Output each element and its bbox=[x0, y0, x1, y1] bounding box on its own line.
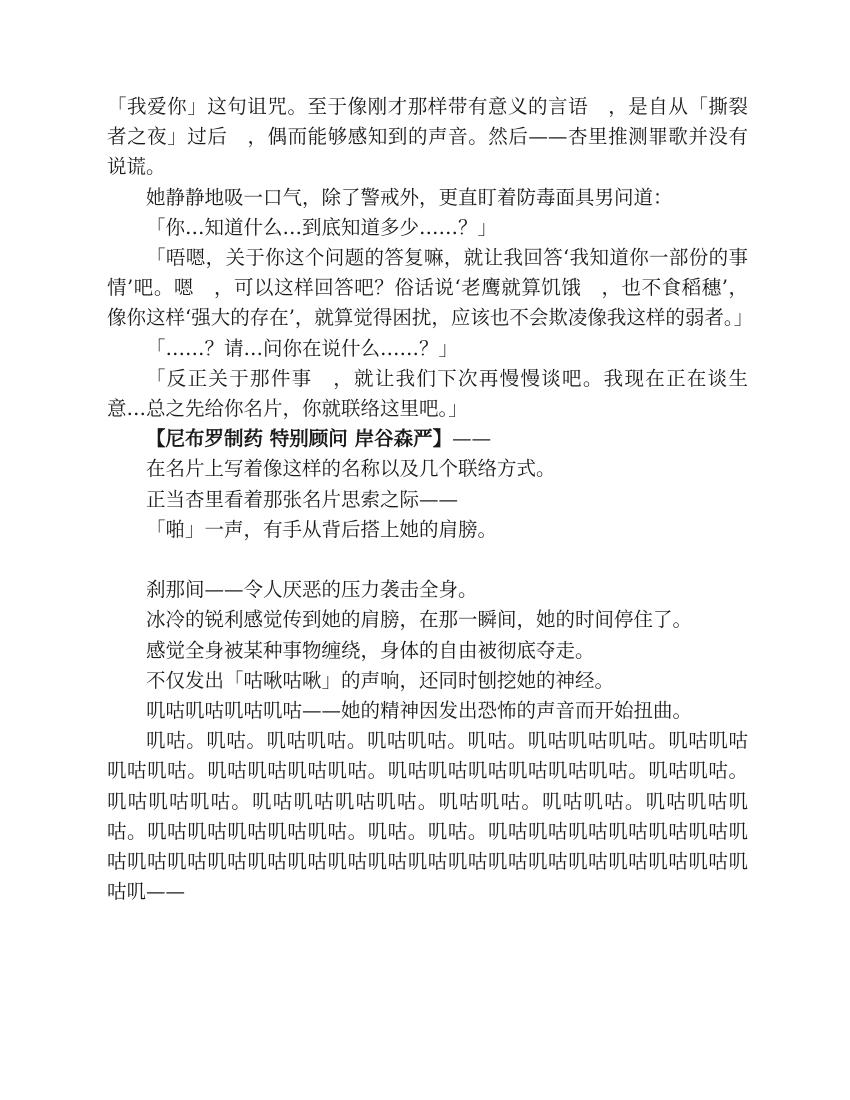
paragraph: 「我爱你」这句诅咒。至于像刚才那样带有意义的言语 ，是自从「撕裂者之夜」过后 ，偶而能够感知到的声音。然后——杏里推测罪歌并没有说谎。 bbox=[107, 95, 748, 179]
paragraph-business-card bbox=[107, 424, 748, 454]
paragraph-dialogue: 「反正关于那件事 ，就让我们下次再慢慢谈吧。我现在正在谈生意…总之先给你名片，你就联络这里吧。」 bbox=[107, 366, 748, 421]
paragraph: 感觉全身被某种事物缠绕，身体的自由被彻底夺走。 bbox=[146, 638, 595, 662]
paragraph: 叽咕叽咕叽咕叽咕——她的精神因发出恐怖的声音而开始扭曲。 bbox=[146, 699, 693, 723]
page-text-body bbox=[107, 92, 754, 907]
paragraph: 不仅发出「咕啾咕啾」的声响，还同时刨挖她的神经。 bbox=[146, 668, 615, 692]
paragraph: 刹那间——令人厌恶的压力袭击全身。 bbox=[146, 578, 478, 602]
paragraph-dialogue: 「唔嗯，关于你这个问题的答复嘛，就让我回答‘我知道你一部份的事情’吧。嗯 ，可以这样回答吧？俗话说‘老鹰就算饥饿 ，也不食稻穗’，像你这样‘强大的存在’，就算觉得困扰，应该也不会欺凌像我这样的弱者。」 bbox=[107, 246, 754, 330]
paragraph: 正当杏里看着那张名片思索之际—— bbox=[146, 487, 459, 511]
paragraph: 在名片上写着像这样的名称以及几个联络方式。 bbox=[146, 457, 556, 481]
paragraph: 冰冷的锐利感觉传到她的肩膀，在那一瞬间，她的时间停住了。 bbox=[146, 608, 693, 632]
paragraph: 「啪」一声，有手从背后搭上她的肩膀。 bbox=[146, 517, 498, 541]
paragraph-onomatopoeia: 叽咕。叽咕。叽咕叽咕。叽咕叽咕。叽咕。叽咕叽咕叽咕。叽咕叽咕叽咕叽咕。叽咕叽咕叽咕叽咕。叽咕叽咕叽咕叽咕叽咕叽咕。叽咕叽咕。叽咕叽咕叽咕。叽咕叽咕叽咕叽咕。叽咕叽咕。叽咕叽咕。叽咕叽咕叽咕。叽咕叽咕叽咕叽咕叽咕。叽咕。叽咕。叽咕叽咕叽咕叽咕叽咕叽咕叽咕叽咕叽咕叽咕叽咕叽咕叽咕叽咕叽咕叽咕叽咕叽咕叽咕叽咕叽咕叽咕叽咕叽—— bbox=[107, 729, 748, 904]
paragraph-dialogue: 「你…知道什么…到底知道多少……？」 bbox=[146, 215, 498, 239]
business-card-dash: —— bbox=[452, 427, 492, 451]
business-card-name: 【尼布罗制药 特别顾问 岸谷森严】 bbox=[146, 427, 453, 451]
paragraph-spacer bbox=[107, 545, 748, 575]
paragraph: 她静静地吸一口气，除了警戒外，更直盯着防毒面具男问道： bbox=[146, 185, 673, 209]
paragraph-dialogue: 「……？请…问你在说什么……？」 bbox=[146, 336, 459, 360]
